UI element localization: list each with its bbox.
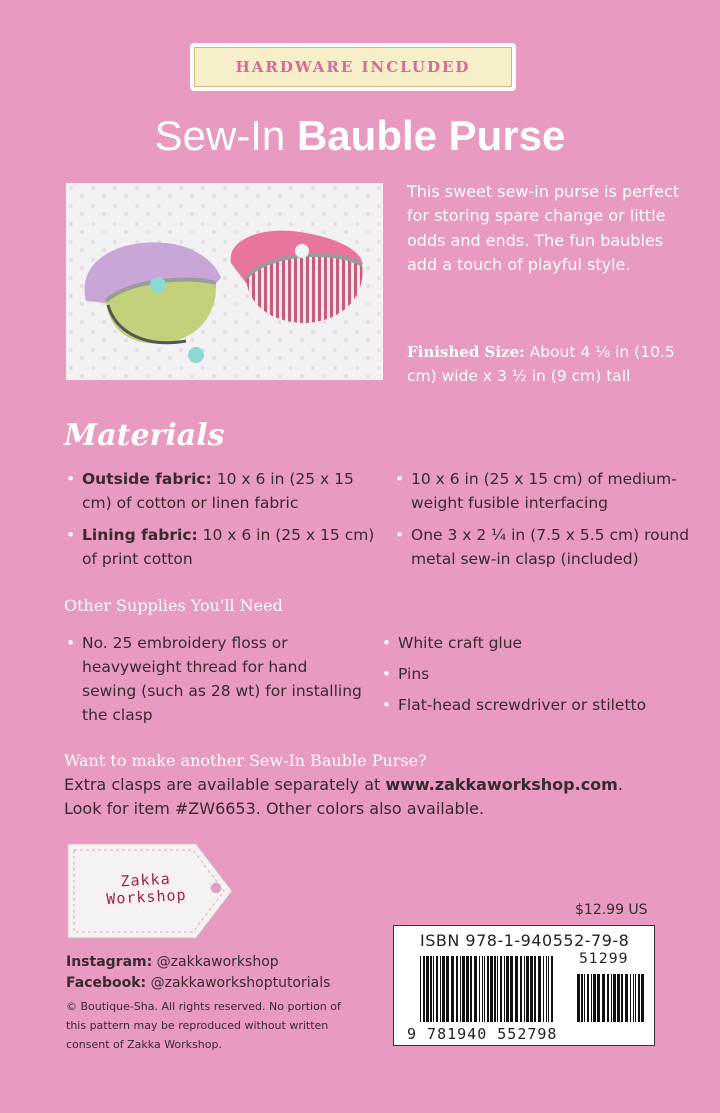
barcode-bar xyxy=(460,956,461,1022)
materials-heading: Materials xyxy=(64,418,225,453)
list-item: • Pins xyxy=(380,662,700,686)
barcode-bar xyxy=(494,956,496,1022)
barcode-bar xyxy=(504,956,505,1022)
hardware-badge xyxy=(190,43,516,91)
barcode-bar xyxy=(587,974,589,1022)
barcode-bar xyxy=(543,956,544,1022)
barcode-bar xyxy=(430,956,432,1022)
barcode-bar xyxy=(625,974,628,1022)
barcode-bar xyxy=(526,956,529,1022)
barcode-bar xyxy=(487,956,489,1022)
barcode-bar xyxy=(607,974,609,1022)
list-item: • Flat-head screwdriver or stiletto xyxy=(380,693,700,717)
instagram-handle[interactable]: @zakkaworkshop xyxy=(152,954,279,970)
barcode-bar xyxy=(551,956,553,1022)
title-bold: Bauble Purse xyxy=(296,112,566,159)
barcode-bar xyxy=(633,974,634,1022)
barcode-bar xyxy=(611,974,612,1022)
title-light: Sew-In xyxy=(154,112,297,159)
copyright-notice: © Boutique-Sha. All rights reserved. No portion of this pattern may be reproduced without written consent of Zakka Workshop. xyxy=(66,1000,341,1051)
page-title xyxy=(0,108,720,164)
other-supplies-heading: Other Supplies You'll Need xyxy=(64,596,283,615)
barcode-bar xyxy=(621,974,623,1022)
barcode-bar xyxy=(462,956,465,1022)
barcode-bar xyxy=(515,956,518,1022)
list-item: • No. 25 embroidery floss or heavyweight thread for hand sewing (such as 28 wt) for installing the clasp xyxy=(64,631,364,727)
barcode-bar xyxy=(630,974,631,1022)
barcode-bar xyxy=(497,956,498,1022)
social-links: Instagram: @zakkaworkshop Facebook: @zakkaworkshoptutorials xyxy=(66,954,331,991)
barcode-bar xyxy=(581,974,583,1022)
badge-label: HARDWARE INCLUDED xyxy=(194,47,512,87)
barcode-bar xyxy=(584,974,585,1022)
barcode-bar xyxy=(617,974,620,1022)
barcode-bar xyxy=(638,974,640,1022)
barcode-bar xyxy=(500,956,502,1022)
intro-text: This sweet sew-in purse is perfect for storing spare change or little odds and ends. The fun baubles add a touch of playful style. xyxy=(407,182,680,274)
other-supplies-left xyxy=(64,631,364,727)
barcode-bar xyxy=(426,956,429,1022)
barcode-bar xyxy=(474,956,477,1022)
barcode-bar xyxy=(440,956,441,1022)
barcode-bar xyxy=(484,956,485,1022)
purse-illustration xyxy=(66,183,383,380)
finished-size-value: About 4 ⅛ in (10.5 cm) wide x 3 ½ in (9 cm) tall xyxy=(407,343,675,385)
barcode-bar xyxy=(433,956,434,1022)
barcode-bar xyxy=(597,974,600,1022)
barcode-bar xyxy=(602,974,605,1022)
barcode-bar xyxy=(577,974,580,1022)
brand-logo-text: Zakka Workshop xyxy=(105,869,187,909)
barcode-bar xyxy=(613,974,616,1022)
barcode-bar xyxy=(591,974,592,1022)
barcode-bar xyxy=(470,956,472,1022)
ean-digits: 9 781940 552798 xyxy=(407,1025,558,1043)
barcode-bar xyxy=(546,956,547,1022)
barcode-bar xyxy=(423,956,425,1022)
other-supplies-right xyxy=(380,631,700,717)
purse-photo xyxy=(66,183,383,380)
promo-heading: Want to make another Sew-In Bauble Purse? xyxy=(64,751,427,770)
barcode-bar xyxy=(510,956,513,1022)
materials-list-right xyxy=(393,467,703,571)
barcode-bar xyxy=(420,956,421,1022)
list-item: • Lining fabric: 10 x 6 in (25 x 15 cm) of print cotton xyxy=(64,523,384,571)
barcode-bar xyxy=(641,974,644,1022)
barcode-bar xyxy=(482,956,483,1022)
barcode-bar xyxy=(534,956,536,1022)
addon-code: 51299 xyxy=(579,951,629,967)
website-link[interactable]: www.zakkaworkshop.com xyxy=(385,775,618,794)
list-item: • 10 x 6 in (25 x 15 cm) of medium-weight fusible interfacing xyxy=(393,467,703,515)
barcode-bar xyxy=(593,974,596,1022)
barcode-bar xyxy=(506,956,509,1022)
barcode-bar xyxy=(538,956,541,1022)
barcode-bar xyxy=(479,956,480,1022)
list-item: • White craft glue xyxy=(380,631,700,655)
finished-size xyxy=(407,340,707,388)
barcode-bar xyxy=(442,956,445,1022)
barcode-bar xyxy=(635,974,636,1022)
list-item: • Outside fabric: 10 x 6 in (25 x 15 cm) of cotton or linen fabric xyxy=(64,467,384,515)
list-item: • One 3 x 2 ¼ in (7.5 x 5.5 cm) round metal sew-in clasp (included) xyxy=(393,523,703,571)
barcode-bar xyxy=(466,956,469,1022)
finished-size-label: Finished Size: xyxy=(407,343,525,361)
facebook-handle[interactable]: @zakkaworkshoptutorials xyxy=(146,975,331,991)
materials-list-left xyxy=(64,467,384,571)
barcode-bar xyxy=(524,956,525,1022)
barcode-bar xyxy=(446,956,449,1022)
isbn-text: ISBN 978-1-940552-79-8 xyxy=(420,931,630,950)
barcode-bar xyxy=(436,956,438,1022)
promo-text: Extra clasps are available separately at www.zakkaworkshop.com. Look for item #ZW6653. Other colors also available. xyxy=(64,775,623,818)
barcode-bar xyxy=(530,956,533,1022)
price-label: $12.99 US xyxy=(575,902,648,918)
barcode-bar xyxy=(548,956,549,1022)
barcode-bar xyxy=(456,956,458,1022)
barcode-bar xyxy=(520,956,522,1022)
barcode-bar xyxy=(490,956,493,1022)
barcode-bar xyxy=(451,956,454,1022)
